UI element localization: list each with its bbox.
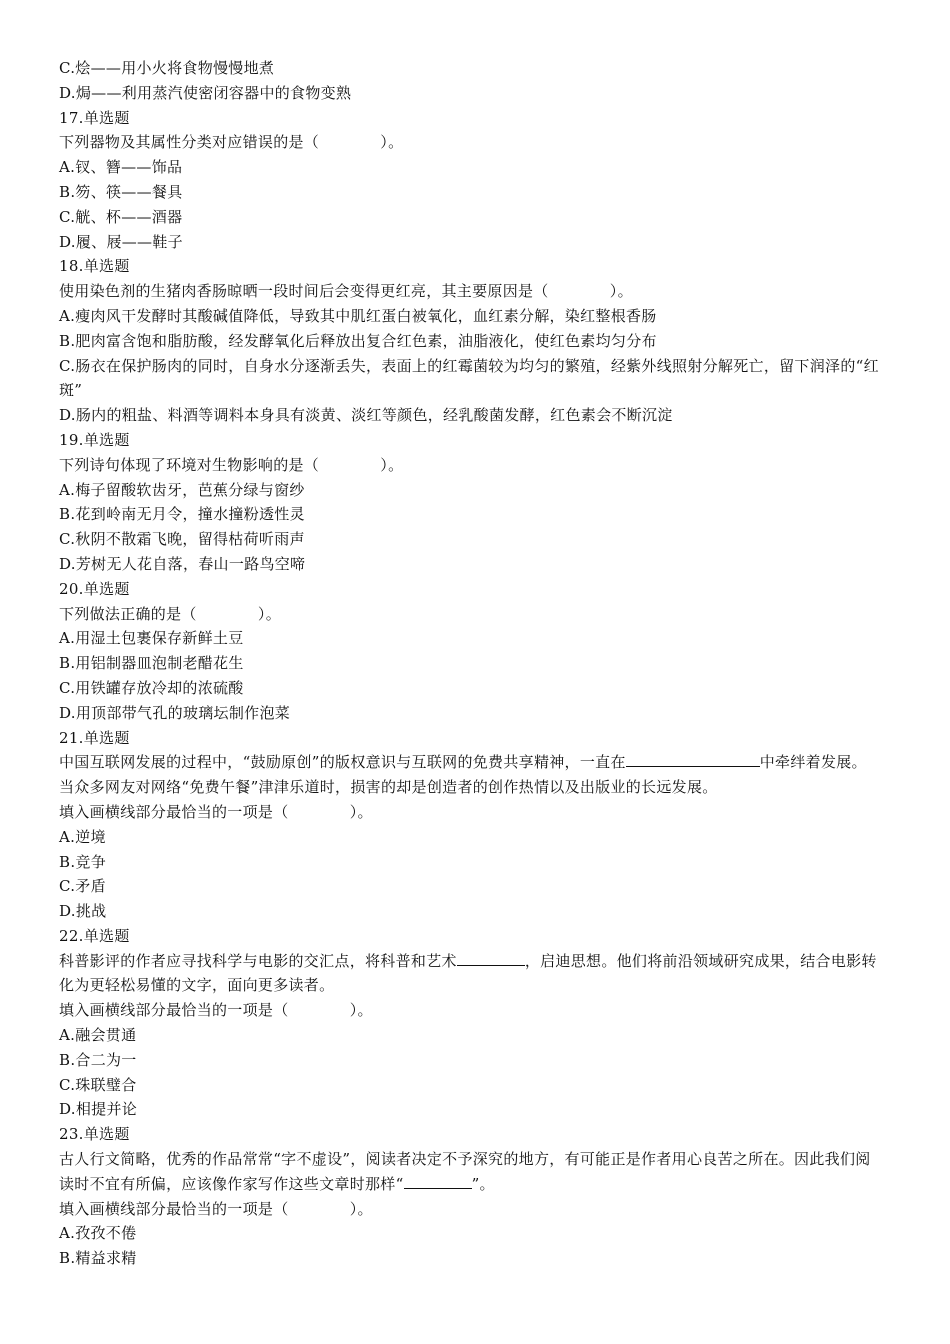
option-a: A.孜孜不倦 (59, 1224, 137, 1243)
option-d: D.用顶部带气孔的玻璃坛制作泡菜 (59, 703, 291, 722)
fill-blank (404, 1172, 472, 1189)
option-c: C.秋阴不散霜飞晚，留得枯荷听雨声 (59, 530, 305, 549)
option-a: A.融会贯通 (59, 1026, 137, 1045)
question-number: 17.单选题 (59, 108, 130, 127)
question-stem: 下列器物及其属性分类对应错误的是（ ）。 (59, 133, 404, 152)
stem-text-before: 古人行文简略，优秀的作品常常“字不虚设”，阅读者决定不予深究的地方，有可能正是作者用心良苦之所在。因此我们阅读时不宜有所偏，应该像作家写作这些文章时那样“ (59, 1150, 871, 1193)
question-number: 18.单选题 (59, 257, 130, 276)
option-c: C.矛盾 (59, 877, 106, 896)
question-19 (59, 428, 881, 577)
option-b: B.用铝制器皿泡制老醋花生 (59, 654, 244, 673)
option-a: A.钗、簪——饰品 (59, 158, 183, 177)
option-c: C.烩——用小火将食物慢慢地煮 (59, 59, 275, 77)
question-stem: 下列诗句体现了环境对生物影响的是（ ）。 (59, 455, 404, 474)
stem-text-after: 中牵绊着发展。当众多网友对网络“免费午餐”津津乐道时，损害的却是创造者的创作热情以及出版业的长远发展。 (59, 753, 867, 797)
option-b: B.花到岭南无月令，撞水撞粉透性灵 (59, 505, 305, 524)
option-a: A.瘦肉风干发酵时其酸碱值降低，导致其中肌红蛋白被氧化，血红素分解，染红整根香肠 (59, 306, 657, 325)
question-stem (59, 1147, 881, 1197)
stem-text-before: 科普影评的作者应寻找科学与电影的交汇点，将科普和艺术 (59, 951, 457, 970)
option-d: D.芳树无人花自落，春山一路鸟空啼 (59, 554, 306, 573)
question-stem: 使用染色剂的生猪肉香肠晾晒一段时间后会变得更红亮，其主要原因是（ ）。 (59, 282, 633, 301)
fill-blank (626, 750, 760, 767)
option-a: A.用湿土包裹保存新鲜土豆 (59, 629, 244, 648)
fill-blank (457, 949, 525, 966)
question-23 (59, 1122, 881, 1271)
question-number: 19.单选题 (59, 430, 130, 449)
question-16-tail (59, 56, 881, 106)
question-18 (59, 254, 881, 428)
question-number: 23.单选题 (59, 1125, 130, 1144)
option-d: D.焗——利用蒸汽使密闭容器中的食物变熟 (59, 83, 352, 102)
option-b: B.合二为一 (59, 1050, 137, 1069)
stem-text-after: ，启迪思想。他们将前沿领域研究成果，结合电影转化为更轻松易懂的文字，面向更多读者。 (59, 951, 877, 995)
question-21 (59, 726, 881, 924)
option-d: D.相提并论 (59, 1100, 138, 1119)
option-d: D.肠内的粗盐、料酒等调料本身具有淡黄、淡红等颜色，经乳酸菌发酵，红色素会不断沉淀 (59, 406, 673, 425)
option-a: A.梅子留酸软齿牙，芭蕉分绿与窗纱 (59, 480, 305, 499)
question-20 (59, 577, 881, 726)
question-stem (59, 750, 881, 800)
question-22 (59, 924, 881, 1122)
question-prompt: 填入画横线部分最恰当的一项是（ ）。 (59, 1199, 373, 1218)
option-b: B.精益求精 (59, 1249, 137, 1268)
option-d: D.履、屐——鞋子 (59, 232, 183, 251)
option-d: D.挑战 (59, 902, 107, 921)
question-17 (59, 106, 881, 255)
question-stem: 下列做法正确的是（ ）。 (59, 604, 282, 623)
option-c: C.觥、杯——酒器 (59, 207, 183, 226)
question-number: 22.单选题 (59, 926, 130, 945)
stem-text-before: 中国互联网发展的过程中，“鼓励原创”的版权意识与互联网的免费共享精神，一直在 (59, 753, 626, 772)
question-prompt: 填入画横线部分最恰当的一项是（ ）。 (59, 1001, 373, 1020)
option-b: B.肥肉富含饱和脂肪酸，经发酵氧化后释放出复合红色素，油脂液化，使红色素均匀分布 (59, 331, 657, 350)
option-b: B.竞争 (59, 852, 106, 871)
option-c: C.用铁罐存放冷却的浓硫酸 (59, 678, 244, 697)
option-a: A.逆境 (59, 827, 106, 846)
question-number: 20.单选题 (59, 579, 130, 598)
question-number: 21.单选题 (59, 728, 130, 747)
option-b: B.笏、筷——餐具 (59, 182, 183, 201)
option-c: C.肠衣在保护肠肉的同时，自身水分逐渐丢失，表面上的红霉菌较为均匀的繁殖，经紫外线照射分解死亡，留下润泽的“红斑” (59, 356, 879, 400)
question-prompt: 填入画横线部分最恰当的一项是（ ）。 (59, 802, 373, 821)
question-stem (59, 949, 881, 999)
stem-text-after: ”。 (471, 1174, 495, 1193)
exam-page (59, 56, 881, 1271)
option-c: C.珠联璧合 (59, 1075, 137, 1094)
